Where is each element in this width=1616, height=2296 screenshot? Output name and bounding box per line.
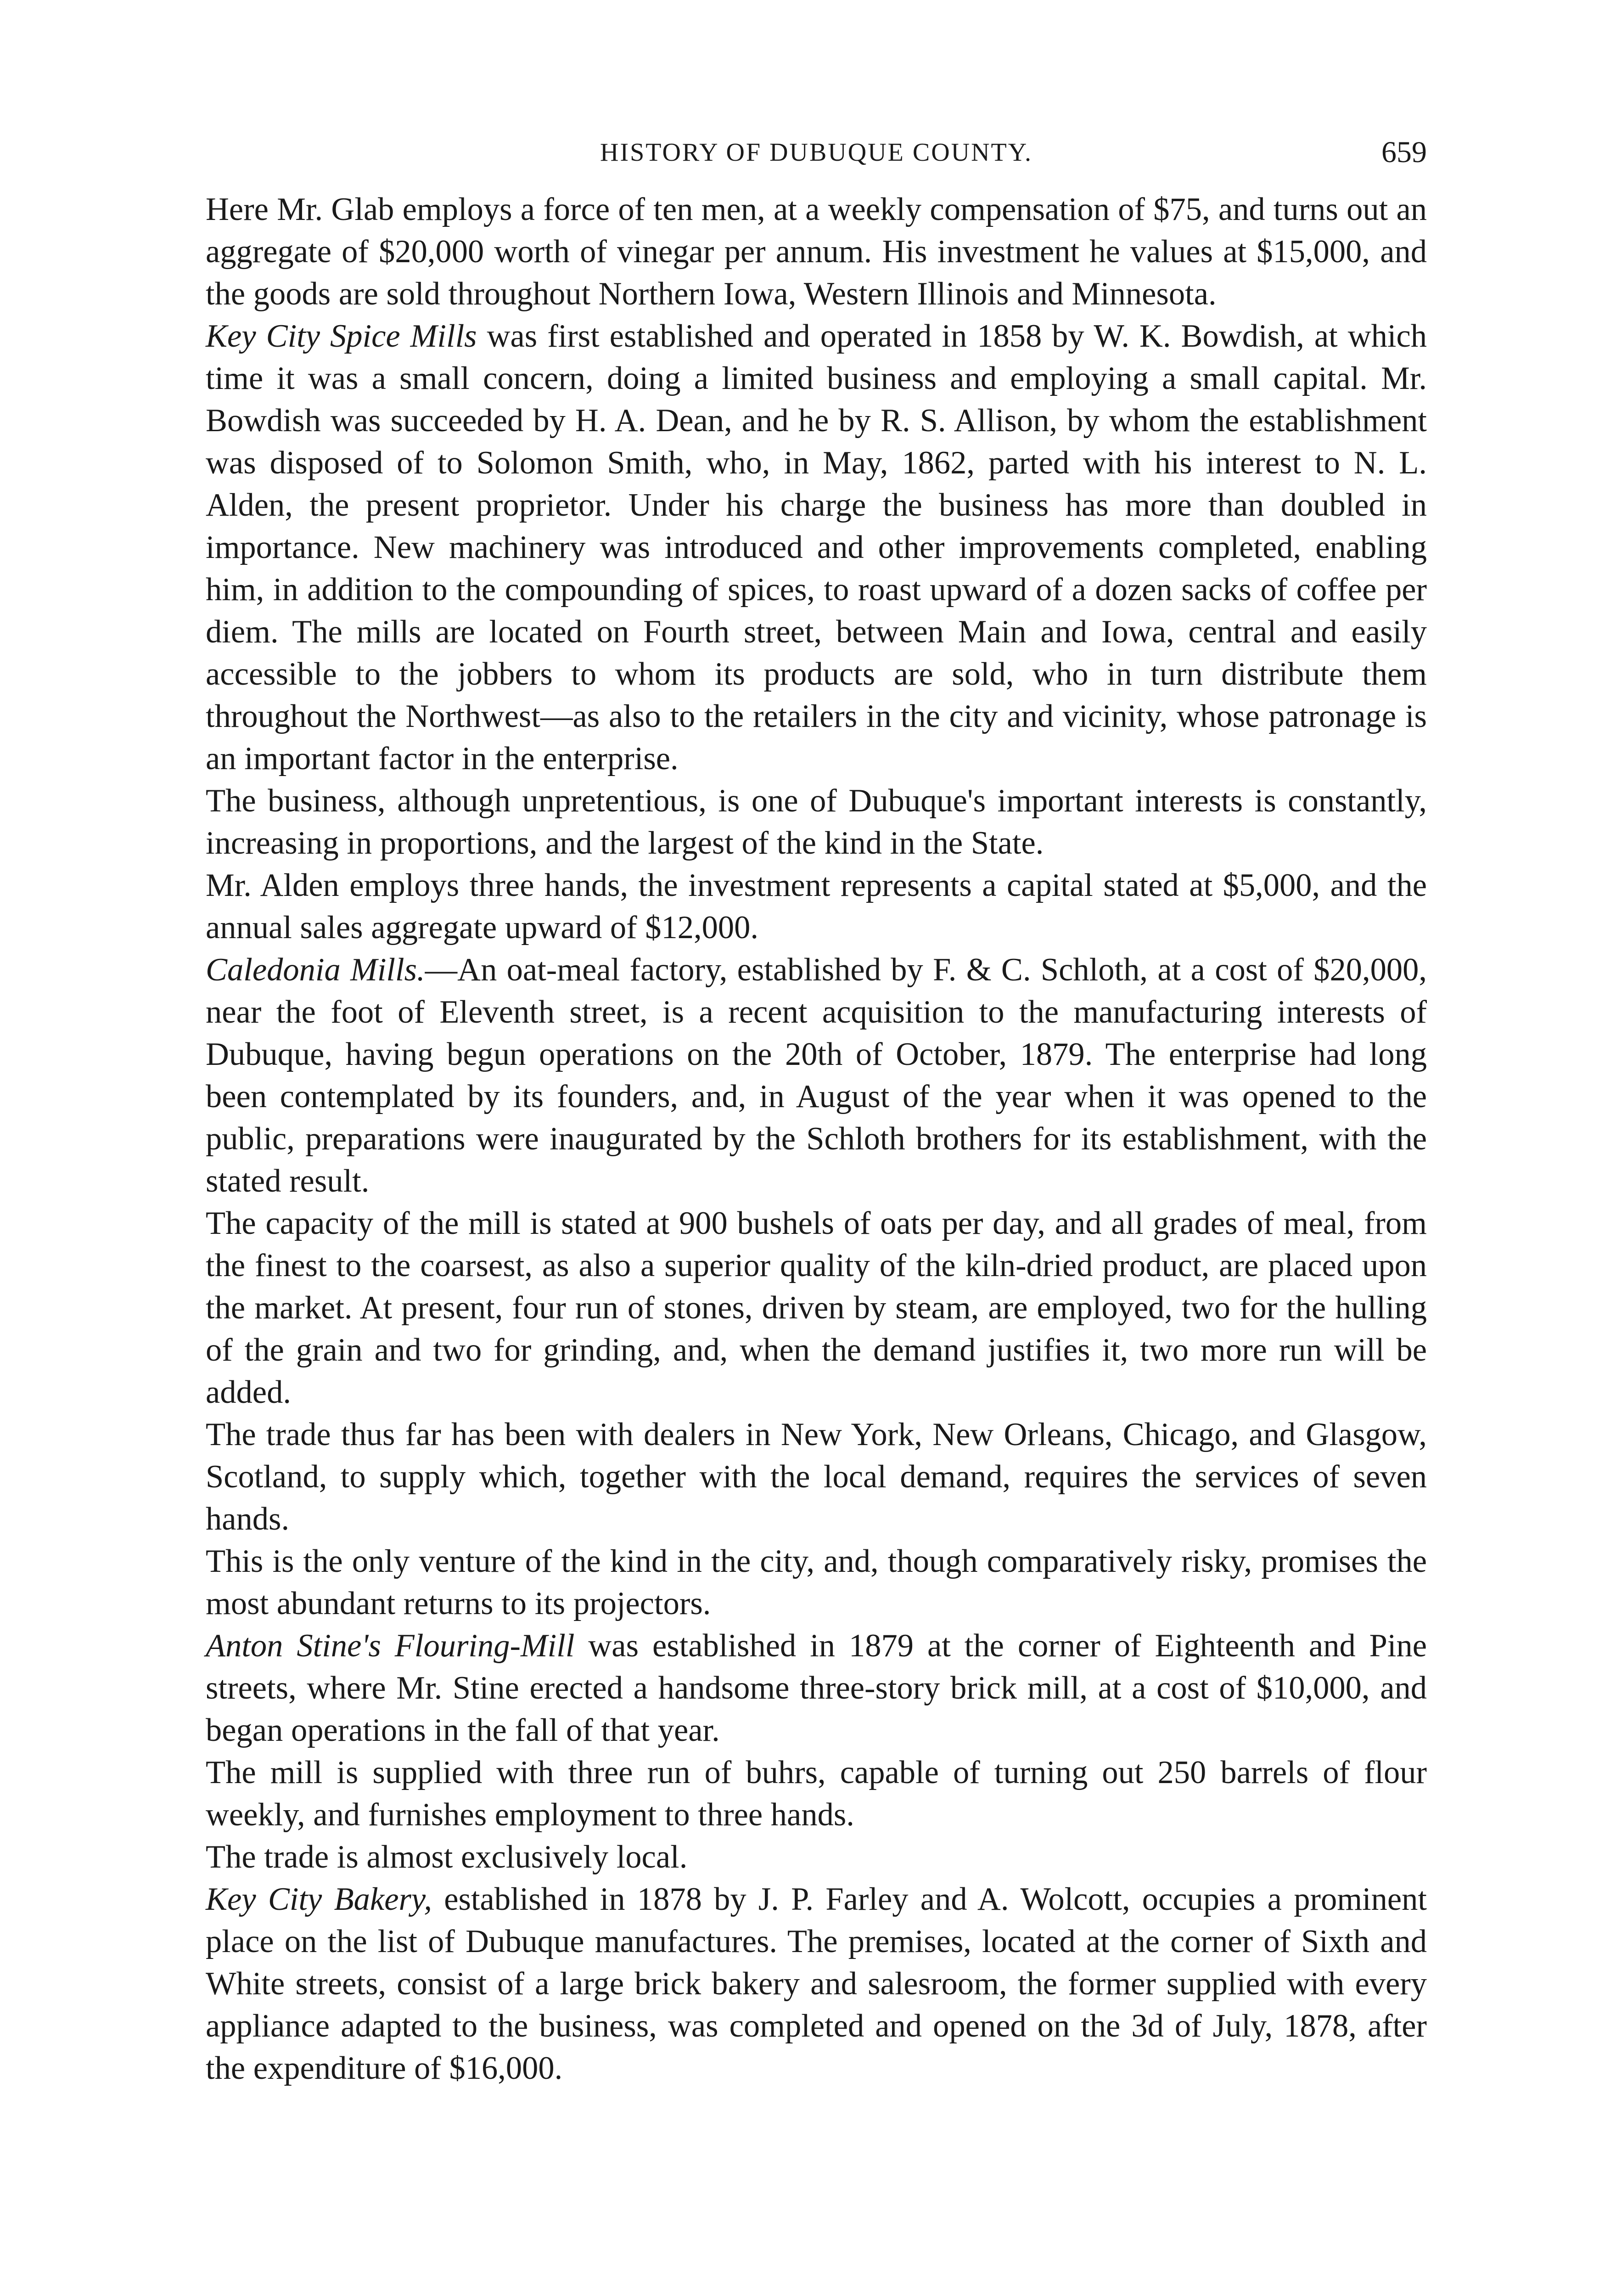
paragraph [206, 1878, 1427, 2089]
paragraph-title: Key City Bakery, [206, 1881, 432, 1917]
page-header [206, 135, 1427, 188]
paragraph [206, 1836, 1427, 1878]
paragraph [206, 1202, 1427, 1413]
paragraph-text: Mr. Alden employs three hands, the investment represents a capital stated at $5,000, and the annual sales aggregate upward of $12,000. [206, 867, 1427, 945]
paragraph-text: The capacity of the mill is stated at 900 bushels of oats per day, and all grades of meal, from the finest to the coarsest, as also a superior quality of the kiln-dried product, are placed upon the market. At present, four run of stones, driven by steam, are employed, two for the hulling of the grain and two for grinding, and, when the demand justifies it, two more run will be added. [206, 1205, 1427, 1410]
paragraph-title: Caledonia Mills. [206, 952, 425, 988]
paragraph [206, 315, 1427, 780]
paragraph [206, 1540, 1427, 1625]
paragraph [206, 1751, 1427, 1836]
paragraph-text: This is the only venture of the kind in the city, and, though comparatively risky, promises the most abundant returns to its projectors. [206, 1543, 1427, 1621]
paragraph-title: Anton Stine's Flouring-Mill [206, 1628, 575, 1664]
paragraph-text: The trade is almost exclusively local. [206, 1839, 688, 1875]
paragraph [206, 1413, 1427, 1540]
paragraph [206, 864, 1427, 949]
paragraph-title: Key City Spice Mills [206, 318, 477, 354]
body-text [206, 188, 1427, 2089]
paragraph-text: The mill is supplied with three run of buhrs, capable of turning out 250 barrels of flour weekly, and furnishes employment to three hands. [206, 1755, 1427, 1833]
paragraph-text: was first established and operated in 1858 by W. K. Bowdish, at which time it was a small concern, doing a limited business and employing a small capital. Mr. Bowdish was succeeded by H. A. Dean, and he by R. S. Allison, by whom the establishment was disposed of to Solomon Smith, who, in May, 1862, parted with his interest to N. L. Alden, the present proprietor. Under his charge the business has more than doubled in importance. New machinery was introduced and other improvements completed, enabling him, in addition to the compounding of spices, to roast upward of a dozen sacks of coffee per diem. The mills are located on Fourth street, between Main and Iowa, central and easily accessible to the jobbers to whom its products are sold, who in turn distribute them throughout the Northwest—as also to the retailers in the city and vicinity, whose patronage is an important factor in the enterprise. [206, 318, 1427, 777]
book-page [206, 135, 1427, 2089]
running-title: HISTORY OF DUBUQUE COUNTY. [600, 138, 1032, 167]
paragraph [206, 780, 1427, 864]
paragraph [206, 1625, 1427, 1751]
paragraph-text: —An oat-meal factory, established by F. & C. Schloth, at a cost of $20,000, near the foot of Eleventh street, is a recent acquisition to the manufacturing interests of Dubuque, having begun operations on the 20th of October, 1879. The enterprise had long been contemplated by its founders, and, in August of the year when it was opened to the public, preparations were inaugurated by the Schloth brothers for its establishment, with the stated result. [206, 952, 1427, 1199]
paragraph-text: The business, although unpretentious, is one of Dubuque's important interests is constantly, increasing in proportions, and the largest of the kind in the State. [206, 783, 1427, 861]
paragraph-text: established in 1878 by J. P. Farley and A. Wolcott, occupies a prominent place on the list of Dubuque manufactures. The premises, located at the corner of Sixth and White streets, consist of a large brick bakery and salesroom, the former supplied with every appliance adapted to the business, was completed and opened on the 3d of July, 1878, after the expenditure of $16,000. [206, 1881, 1427, 2086]
paragraph [206, 188, 1427, 315]
paragraph-text: was established in 1879 at the corner of Eighteenth and Pine streets, where Mr. Stine erected a handsome three-story brick mill, at a cost of $10,000, and began operations in the fall of that year. [206, 1628, 1427, 1748]
paragraph [206, 949, 1427, 1202]
paragraph-text: The trade thus far has been with dealers in New York, New Orleans, Chicago, and Glasgow, Scotland, to supply which, together with the local demand, requires the services of seven hands. [206, 1417, 1427, 1537]
paragraph-text: Here Mr. Glab employs a force of ten men, at a weekly compensation of $75, and turns out an aggregate of $20,000 worth of vinegar per annum. His investment he values at $15,000, and the goods are sold throughout Northern Iowa, Western Illinois and Minnesota. [206, 191, 1427, 312]
page-number: 659 [1381, 135, 1427, 169]
